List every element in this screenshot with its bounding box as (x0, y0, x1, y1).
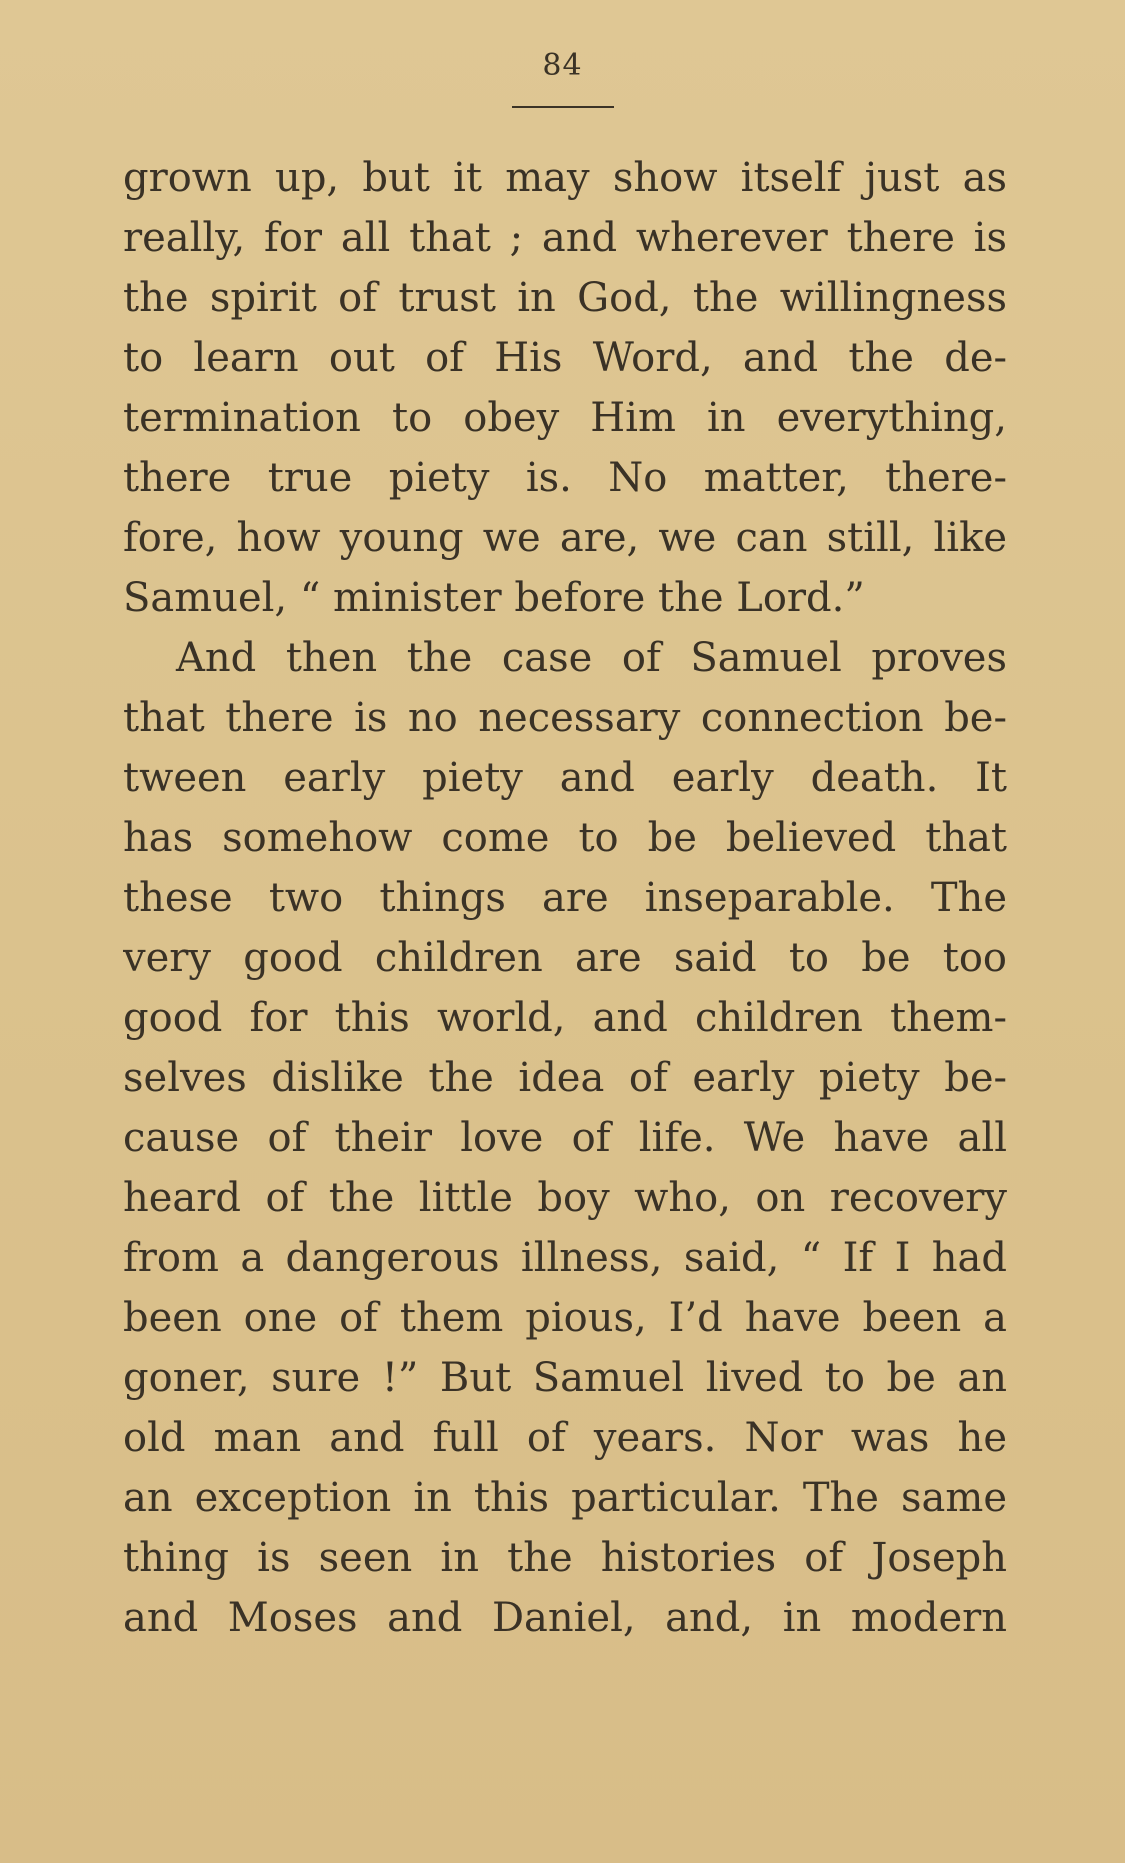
text-line: very good children are said to be too (123, 935, 1007, 981)
text-line: has somehow come to be believed that (123, 815, 1007, 861)
text-line: old man and full of years. Nor was he (123, 1415, 1007, 1461)
text-line: and Moses and Daniel, and, in modern (123, 1595, 1007, 1641)
text-line: an exception in this particular. The same (123, 1475, 1007, 1521)
text-line: grown up, but it may show itself just as (123, 155, 1007, 201)
text-line: tween early piety and early death. It (123, 755, 1007, 801)
text-line: there true piety is. No matter, there- (123, 455, 1007, 501)
text-line: cause of their love of life. We have all (123, 1115, 1007, 1161)
text-line: that there is no necessary connection be- (123, 695, 1007, 741)
text-line: goner, sure !” But Samuel lived to be an (123, 1355, 1007, 1401)
text-line: fore, how young we are, we can still, like (123, 515, 1007, 561)
text-line: to learn out of His Word, and the de- (123, 335, 1007, 381)
text-line: been one of them pious, I’d have been a (123, 1295, 1007, 1341)
body-text (123, 148, 1007, 1648)
text-line: And then the case of Samuel proves (176, 635, 1007, 681)
text-line: good for this world, and children them- (123, 995, 1007, 1041)
header-rule (512, 106, 614, 108)
text-line: these two things are inseparable. The (123, 875, 1007, 921)
text-line: from a dangerous illness, said, “ If I had (123, 1235, 1007, 1281)
text-line: selves dislike the idea of early piety be- (123, 1055, 1007, 1101)
text-line: thing is seen in the histories of Joseph (123, 1535, 1007, 1581)
text-line: really, for all that ; and wherever there is (123, 215, 1007, 261)
text-line: Samuel, “ minister before the Lord.” (123, 575, 865, 621)
page-number: 84 (542, 48, 583, 83)
text-line: termination to obey Him in everything, (123, 395, 1007, 441)
text-line: heard of the little boy who, on recovery (123, 1175, 1007, 1221)
text-line: the spirit of trust in God, the willingness (123, 275, 1007, 321)
